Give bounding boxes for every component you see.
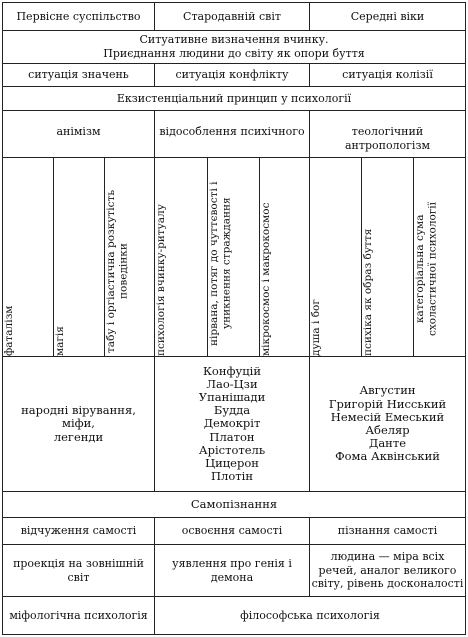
term-nirvana-text: нірвана, потяг до чуттєвості і уникнення страждання <box>208 181 233 346</box>
term-scholastic <box>413 157 466 357</box>
doctrine-separation: відособлення психічного <box>154 110 310 158</box>
ancient-name: Арістотель <box>198 442 266 457</box>
description-projection-line: проекція на зовнішній <box>13 556 144 570</box>
term-magic-text: магія <box>54 326 66 356</box>
medieval-name: Григорій Нисський <box>328 396 447 411</box>
medieval-name: Фома Аквінський <box>335 449 440 464</box>
primitive-beliefs <box>2 356 155 492</box>
term-soul-god-text: душа і бог <box>310 299 322 356</box>
principle-definition <box>2 30 466 64</box>
belief-1: народні вірування, <box>21 403 136 418</box>
term-ritual <box>154 157 208 357</box>
ancient-name: Платон <box>209 429 255 444</box>
ancient-name: Упанішади <box>198 389 266 404</box>
medieval-names <box>309 356 466 492</box>
term-microcosm-text: мікрокосмос і макрокосмос <box>260 202 272 356</box>
ancient-name: Плотін <box>211 469 253 484</box>
term-fatalism <box>2 157 54 357</box>
medieval-name: Августин <box>359 383 416 398</box>
column-header-medieval: Середні віки <box>309 2 466 31</box>
ancient-name: Демокріт <box>203 416 261 431</box>
term-microcosm <box>259 157 310 357</box>
principle-definition-line-1: Ситуативне визначення вчинку. <box>139 33 329 47</box>
term-scholastic-text: категоріальна сума схоластичної психології <box>414 201 439 336</box>
situation-meanings: ситуація значень <box>2 63 155 87</box>
ancient-name: Цицерон <box>205 456 259 471</box>
stage-alienation: відчуження самості <box>2 517 155 545</box>
ancient-name: Конфуцій <box>203 363 261 378</box>
medieval-name: Немесій Емеський <box>330 409 445 424</box>
description-genius-line: уявлення про генія і <box>172 556 292 570</box>
doctrine-theological: теологічний антропологізм <box>309 110 466 158</box>
medieval-name: Данте <box>368 436 407 451</box>
stage-cognition: пізнання самості <box>309 517 466 545</box>
term-psyche-image <box>361 157 414 357</box>
description-measure <box>309 544 466 597</box>
column-header-primitive: Первісне суспільство <box>2 2 155 31</box>
term-magic <box>53 157 105 357</box>
stage-mastery: освоєння самості <box>154 517 310 545</box>
ancient-name: Будда <box>213 403 251 418</box>
situation-collision: ситуація колізії <box>309 63 466 87</box>
term-nirvana <box>207 157 260 357</box>
medieval-name: Абеляр <box>365 423 410 437</box>
description-genius-line: демона <box>210 570 254 584</box>
description-projection <box>2 544 155 597</box>
term-taboo-text: табу і оргіастична розкутість поведінки <box>105 189 130 353</box>
term-psyche-image-text: психіка як образ буття <box>362 228 374 356</box>
self-knowledge: Самопізнання <box>2 491 466 518</box>
description-projection-line: світ <box>67 570 90 584</box>
ancient-name: Лао-Цзи <box>206 376 258 391</box>
description-measure-line: речей, аналог великого <box>318 563 457 577</box>
belief-2: міфи, <box>62 416 95 431</box>
philosophical-psychology: філософська психологія <box>154 596 466 635</box>
term-fatalism-text: фаталізм <box>3 305 15 356</box>
column-header-ancient: Стародавній світ <box>154 2 310 31</box>
situation-conflict: ситуація конфлікту <box>154 63 310 87</box>
principle-definition-line-2: Приєднання людини до світу як опори буття <box>103 47 365 60</box>
term-ritual-text: психологія вчинку-ритуалу <box>155 204 167 356</box>
doctrine-animism: анімізм <box>2 110 155 158</box>
description-genius <box>154 544 310 597</box>
description-measure-line: світу, рівень досконалості <box>311 577 464 591</box>
ancient-names <box>154 356 310 492</box>
belief-3: легенди <box>53 429 104 444</box>
term-soul-god <box>309 157 362 357</box>
description-measure-line: людина — міра всіх <box>330 549 445 563</box>
term-taboo <box>104 157 155 357</box>
existential-principle: Екзистенціальний принцип у психології <box>2 86 466 111</box>
mythological-psychology: міфологічна психологія <box>2 596 155 635</box>
